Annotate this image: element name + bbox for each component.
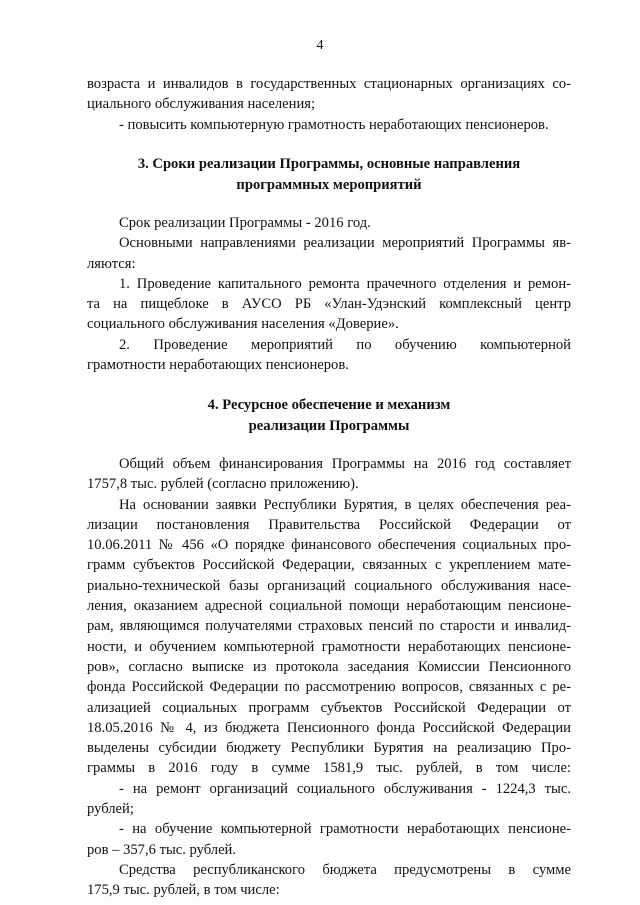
section-3-body <box>87 213 571 375</box>
text-line: На основании заявки Республики Бурятия, в целях обеспечения реа- <box>119 496 571 513</box>
text-line: выделены субсидии бюджету Республики Бурятия на реализацию Про- <box>87 740 571 757</box>
text-line: ления, оказанием адресной социальной помощи неработающим пенсионе- <box>87 598 571 615</box>
text-line: ляются: <box>87 255 136 272</box>
text-line: Основными направлениями реализации мероприятий Программы яв- <box>119 235 571 252</box>
text-line: 1757,8 тыс. рублей (согласно приложению). <box>87 476 359 493</box>
text-line: рублей; <box>87 801 134 818</box>
text-line: ров – 357,6 тыс. рублей. <box>87 841 237 858</box>
text-line: возраста и инвалидов в государственных стационарных организациях со- <box>87 76 571 92</box>
text-line: социального обслуживания населения «Доверие». <box>87 316 399 333</box>
text-line: та на пищеблоке в АУСО РБ «Улан-Удэнский комплексный центр <box>87 296 571 313</box>
text-line: Срок реализации Программы - 2016 год. <box>119 215 371 231</box>
text-line: Общий объем финансирования Программы на 2016 год составляет <box>119 456 571 472</box>
text-line: Средства республиканского бюджета предусмотрены в сумме <box>119 861 571 878</box>
text-line: рам, являющимся получателями страховых пенсий по старости и инвалид- <box>87 618 571 635</box>
text-line: грамотности неработающих пенсионеров. <box>87 357 349 374</box>
text-line: 175,9 тыс. рублей, в том числе: <box>87 882 280 899</box>
text-line: 1. Проведение капитального ремонта прачечного отделения и ремон- <box>119 275 571 292</box>
text-line: ров», согласно выписке из протокола заседания Комиссии Пенсионного <box>87 658 571 675</box>
page-number: 4 <box>316 38 324 53</box>
section-3-heading: 3. Сроки реализации Программы, основные направления программных мероприятий <box>137 156 521 193</box>
text-line: - повысить компьютерную грамотность неработающих пенсионеров. <box>119 116 549 133</box>
text-line: фонда Российской Федерации по рассмотрению вопросов, связанных с ре- <box>87 679 571 696</box>
text-line: ализацией социальных программ субъектов Российской Федерации от <box>87 699 571 716</box>
intro-block <box>87 74 571 135</box>
text-line: - на обучение компьютерной грамотности неработающих пенсионе- <box>119 821 571 838</box>
text-line: - на ремонт организаций социального обслуживания - 1224,3 тыс. <box>119 780 571 797</box>
text-line: риально-технической базы организаций социального обслуживания насе- <box>87 577 571 594</box>
text-line: 2. Проведение мероприятий по обучению компьютерной <box>119 336 571 353</box>
section-4-heading: 4. Ресурсное обеспечение и механизм реализации Программы <box>207 397 451 434</box>
text-line: граммы в 2016 году в сумме 1581,9 тыс. рублей, в том числе: <box>87 760 571 777</box>
text-line: циального обслуживания населения; <box>87 96 316 113</box>
text-line: грамм субъектов Российской Федерации, связанных с укреплением мате- <box>87 557 571 574</box>
text-line: 18.05.2016 № 4, из бюджета Пенсионного фонда Российской Федерации <box>87 719 571 736</box>
section-4-body <box>87 454 571 901</box>
text-line: ности, и обучением компьютерной грамотности неработающих пенсионе- <box>87 638 571 655</box>
text-line: 10.06.2011 № 456 «О порядке финансового обеспечения социальных про- <box>87 537 571 554</box>
text-line: лизации постановления Правительства Российской Федерации от <box>87 516 571 533</box>
